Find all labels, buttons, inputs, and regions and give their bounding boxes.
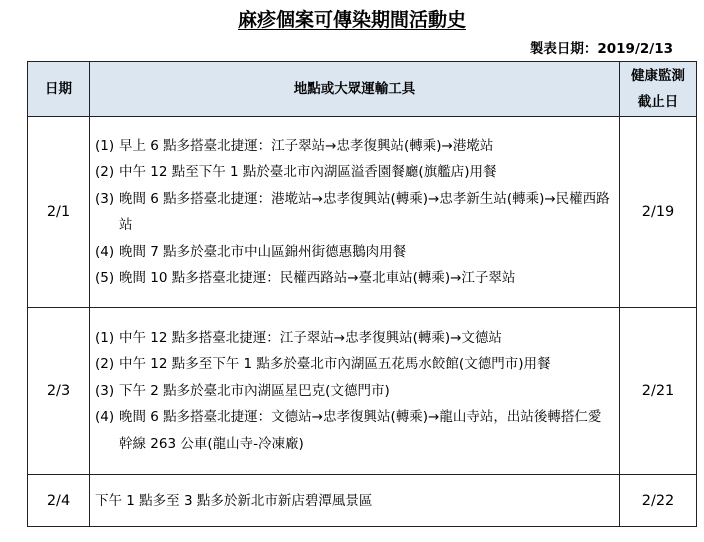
table-row bbox=[28, 308, 697, 475]
row-activities bbox=[90, 308, 620, 475]
activity-item: (1) 早上 6 點多搭臺北捷運：江子翠站→忠孝復興站(轉乘)→港墘站 bbox=[95, 137, 494, 154]
activity-item: 下午 1 點多至 3 點多於新北市新店碧潭風景區 bbox=[95, 492, 373, 509]
activity-item: (4) 晚間 6 點多搭臺北捷運：文德站→忠孝復興站(轉乘)→龍山寺站，出站後轉搭仁愛幹線 263 公車(龍山寺-冷凍廠) bbox=[95, 409, 602, 452]
row-deadline: 2/19 bbox=[620, 117, 697, 308]
activity-item: (3) 下午 2 點多於臺北市內湖區星巴克(文德門市) bbox=[95, 382, 390, 399]
document-title: 麻疹個案可傳染期間活動史 bbox=[237, 9, 466, 31]
row-activities bbox=[90, 475, 620, 527]
activity-table bbox=[27, 61, 697, 527]
header-deadline-line2: 截止日 bbox=[637, 94, 679, 110]
creation-date: 製表日期：2019/2/13 bbox=[529, 41, 673, 57]
header-deadline-line1: 健康監測 bbox=[631, 68, 685, 84]
table-header-row bbox=[28, 62, 697, 117]
row-deadline: 2/21 bbox=[620, 308, 697, 475]
activity-item: (2) 中午 12 點多至下午 1 點多於臺北市內湖區五花馬水餃館(文德門市)用餐 bbox=[95, 356, 551, 373]
activity-item: (2) 中午 12 點至下午 1 點於臺北市內湖區溢香園餐廳(旗艦店)用餐 bbox=[95, 164, 497, 180]
row-date: 2/3 bbox=[28, 308, 90, 475]
header-date: 日期 bbox=[28, 62, 90, 117]
activity-item: (3) 晚間 6 點多搭臺北捷運：港墘站→忠孝復興站(轉乘)→忠孝新生站(轉乘)→民權西路站 bbox=[95, 190, 610, 233]
header-deadline bbox=[620, 62, 697, 117]
table-row bbox=[28, 117, 697, 308]
activity-item: (1) 中午 12 點多搭臺北捷運：江子翠站→忠孝復興站(轉乘)→文德站 bbox=[95, 329, 502, 346]
table-row bbox=[28, 475, 697, 527]
activity-item: (4) 晚間 7 點多於臺北市中山區錦州街德惠鵝肉用餐 bbox=[95, 243, 407, 260]
activity-item: (5) 晚間 10 點多搭臺北捷運：民權西路站→臺北車站(轉乘)→江子翠站 bbox=[95, 270, 516, 286]
row-deadline: 2/22 bbox=[620, 475, 697, 527]
row-date: 2/4 bbox=[28, 475, 90, 527]
header-place: 地點或大眾運輸工具 bbox=[90, 62, 620, 117]
row-activities bbox=[90, 117, 620, 308]
row-date: 2/1 bbox=[28, 117, 90, 308]
